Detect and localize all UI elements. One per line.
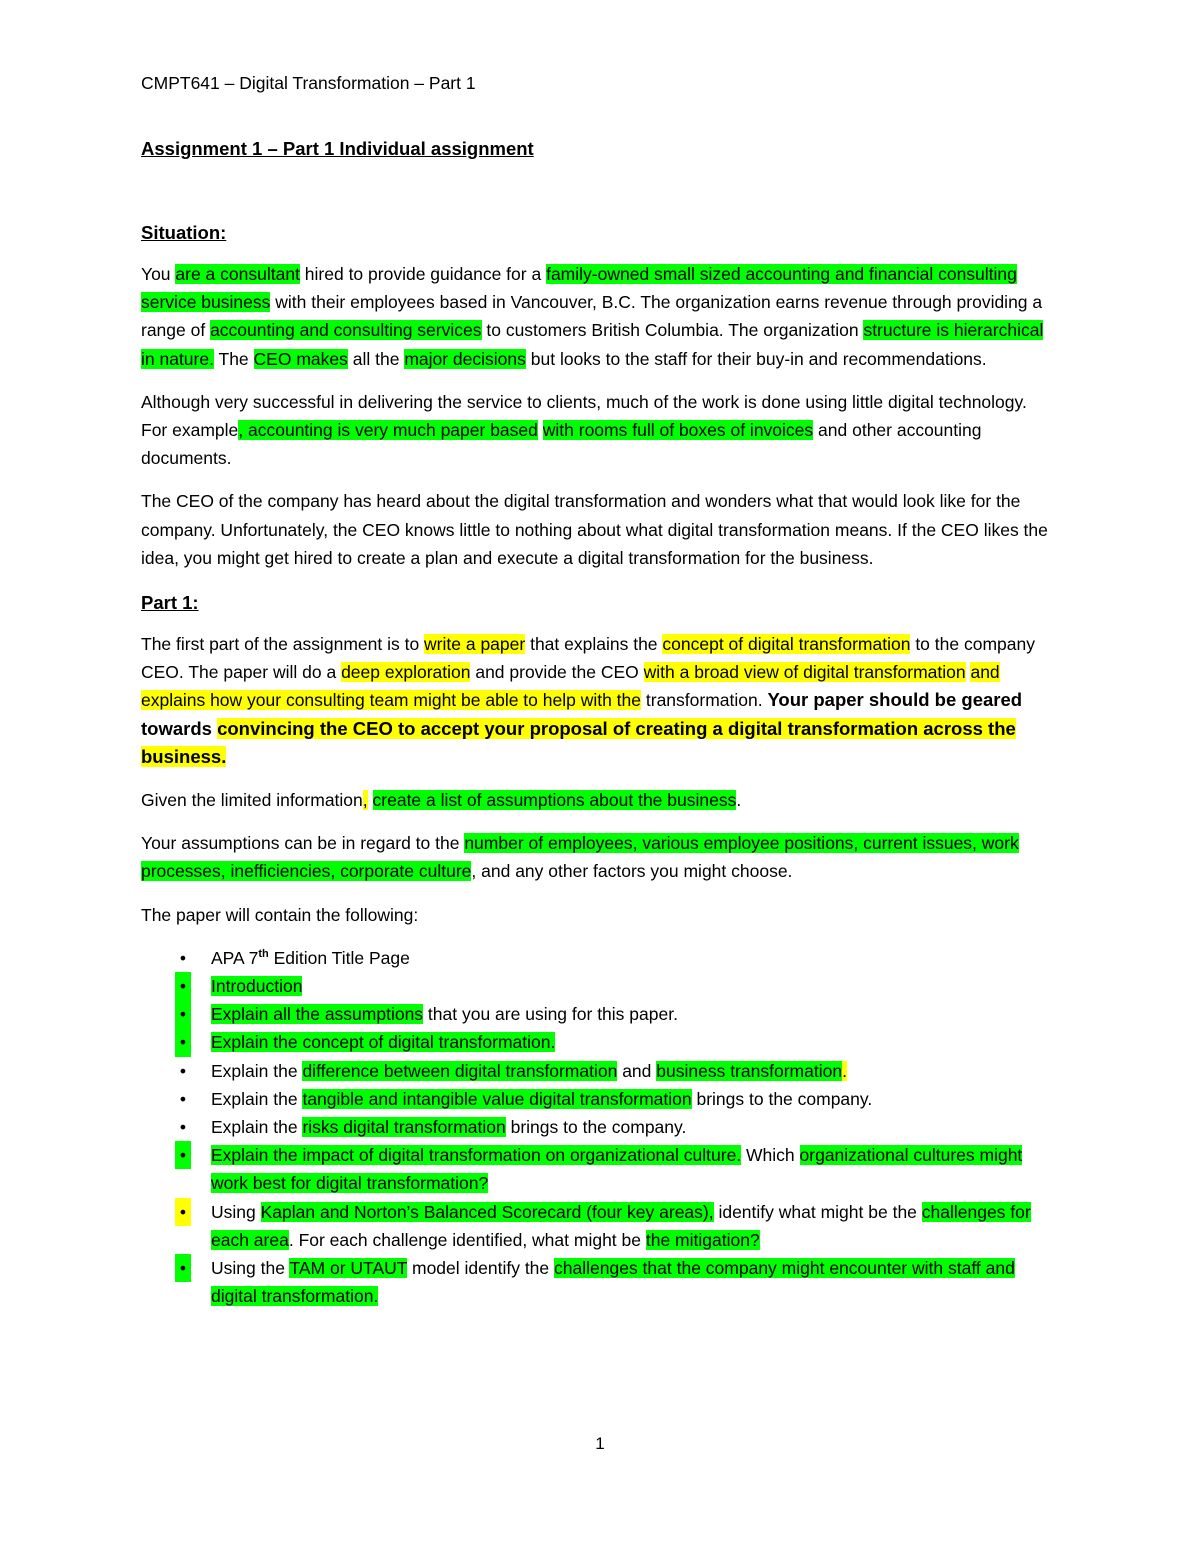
text-run: with their employees based in Vancouver, B.C. The organization earns revenue through providing a range of bbox=[141, 292, 1043, 341]
bullet-icon: • bbox=[179, 1088, 187, 1109]
situation-paragraph-3: The CEO of the company has heard about the digital transformation and wonders what that would look like for the company. Unfortunately, the CEO knows little to nothing about what digital transformation means. If the CEO likes the idea, you might get hired to create a plan and execute a digital transformation for the business. bbox=[141, 491, 1048, 568]
highlight-green: are a consultant bbox=[175, 264, 300, 284]
text-run: . For each challenge identified, what might be bbox=[288, 1229, 646, 1250]
highlight-green: tangible and intangible value digital transformation bbox=[302, 1088, 692, 1109]
text-run: that explains the bbox=[525, 634, 663, 655]
highlight-yellow: concept of digital transformation bbox=[662, 634, 911, 655]
bullet-icon: • bbox=[179, 1117, 187, 1138]
text-run: , and any other factors you might choose. bbox=[471, 861, 793, 882]
bold-text: Your paper should be geared towards bbox=[141, 689, 1023, 739]
part1-paragraph-2 bbox=[141, 786, 1050, 814]
part1-paragraph-3 bbox=[141, 829, 1050, 885]
text-run: . bbox=[736, 790, 742, 811]
highlight-green: with rooms full of boxes of invoices bbox=[542, 420, 814, 441]
list-item bbox=[141, 1254, 1050, 1310]
highlight-green: major decisions bbox=[404, 348, 526, 369]
text-run: all the bbox=[347, 348, 405, 369]
highlight-green: challenges that the company might encounter with staff and digital transformation. bbox=[211, 1258, 1015, 1307]
bullet-icon: • bbox=[175, 1000, 191, 1028]
highlight-yellow: deep exploration bbox=[341, 662, 471, 683]
text-run: brings to the company. bbox=[691, 1088, 873, 1109]
highlight-green: risks digital transformation bbox=[302, 1117, 506, 1138]
text-run: that you are using for this paper. bbox=[423, 1004, 678, 1025]
text-run bbox=[368, 790, 373, 810]
text-run: to the company CEO. The paper will do a bbox=[141, 634, 1035, 683]
text-run: model identify the bbox=[407, 1258, 555, 1279]
text-run: and other accounting documents. bbox=[141, 420, 982, 469]
highlight-yellow: write a paper bbox=[424, 634, 526, 655]
list-item bbox=[141, 1141, 1050, 1197]
highlight-yellow: and explains how your consulting team might be able to help with the bbox=[141, 662, 1000, 711]
text-run: The first part of the assignment is to bbox=[141, 634, 425, 655]
page-header: CMPT641 – Digital Transformation – Part 1 bbox=[141, 73, 476, 93]
highlight-green: TAM or UTAUT bbox=[289, 1258, 408, 1279]
situation-paragraph-1 bbox=[141, 260, 1050, 373]
highlight-green: Explain the bbox=[211, 1145, 303, 1166]
bullet-icon: • bbox=[175, 1254, 191, 1282]
list-item bbox=[141, 972, 1050, 1000]
text-run: Your assumptions can be in regard to the bbox=[141, 833, 465, 854]
bullet-icon: • bbox=[175, 972, 191, 1000]
text-run: The bbox=[213, 348, 254, 369]
text-run: Using the bbox=[211, 1258, 290, 1279]
text-run: Explain the bbox=[211, 1060, 303, 1081]
assignment-title: Assignment 1 – Part 1 Individual assignment bbox=[141, 138, 534, 159]
page-number: 1 bbox=[595, 1434, 605, 1453]
list-item bbox=[141, 1198, 1050, 1254]
text-run: transformation. bbox=[641, 690, 768, 711]
text-run: Edition Title Page bbox=[268, 947, 410, 968]
situation-paragraph-2 bbox=[141, 388, 1050, 473]
highlight-green: difference between digital transformation bbox=[302, 1060, 618, 1081]
text-run: Explain the bbox=[211, 1117, 303, 1138]
text-run: Although very successful in delivering the service to clients, much of the work is done using little digital technology. For example bbox=[141, 391, 1027, 441]
highlight-green: accounting and consulting services bbox=[210, 320, 482, 341]
list-item bbox=[141, 1113, 1050, 1141]
text-run: APA 7 bbox=[211, 947, 259, 968]
highlight-green: family-owned small sized accounting and financial consulting service business bbox=[141, 264, 1017, 313]
highlight-green: impact of digital transformation on organizational culture. bbox=[302, 1145, 742, 1166]
highlight-green: Kaplan and Norton’s Balanced Scorecard (four key areas), bbox=[260, 1201, 714, 1222]
text-run: to customers British Columbia. The organization bbox=[481, 320, 864, 341]
part1-paragraph-1 bbox=[141, 630, 1050, 771]
highlight-green: business transformation bbox=[656, 1060, 843, 1081]
text-run: brings to the company. bbox=[505, 1117, 687, 1138]
highlight-green: , accounting is very much paper based bbox=[238, 420, 538, 441]
highlight-green: Explain all the assumptions bbox=[211, 1004, 424, 1025]
text-run: You bbox=[141, 264, 176, 284]
highlight-yellow: . bbox=[842, 1060, 847, 1081]
bullet-icon: • bbox=[179, 1060, 187, 1081]
bullet-icon: • bbox=[175, 1028, 191, 1056]
text-run: but looks to the staff for their buy-in and recommendations. bbox=[525, 348, 987, 369]
highlight-green: Explain the bbox=[211, 1032, 303, 1053]
highlight-yellow: , bbox=[362, 790, 368, 811]
requirements-list bbox=[141, 944, 1050, 1311]
situation-heading: Situation: bbox=[141, 222, 227, 243]
list-item bbox=[141, 1085, 1050, 1113]
bullet-icon: • bbox=[179, 947, 187, 968]
superscript: th bbox=[258, 948, 269, 961]
part1-paragraph-4: The paper will contain the following: bbox=[141, 904, 419, 925]
list-item bbox=[141, 1000, 1050, 1028]
list-item bbox=[141, 944, 1050, 972]
text-run: Given the limited information bbox=[141, 790, 363, 811]
text-run: Using bbox=[211, 1201, 261, 1222]
highlight-green: organizational cultures might work best for digital transformation? bbox=[211, 1145, 1023, 1194]
highlight-green: CEO makes bbox=[253, 348, 348, 369]
highlight-green: the mitigation? bbox=[645, 1229, 760, 1250]
highlight-green: structure is hierarchical in nature. bbox=[141, 320, 1044, 369]
text-run: identify what might be the bbox=[713, 1201, 922, 1222]
highlight-yellow-bold: convincing the CEO to accept your proposal of creating a digital transformation across the business. bbox=[141, 717, 1016, 767]
bullet-icon: • bbox=[175, 1198, 191, 1226]
bullet-icon: • bbox=[175, 1141, 191, 1169]
part1-heading: Part 1: bbox=[141, 592, 199, 614]
text-run: and bbox=[617, 1060, 657, 1081]
highlight-green: create a list of assumptions about the business bbox=[372, 790, 737, 811]
text-run: Explain the bbox=[211, 1088, 303, 1109]
list-item bbox=[141, 1028, 1050, 1056]
highlight-green: concept of digital transformation. bbox=[302, 1032, 556, 1053]
highlight-yellow: with a broad view of digital transformation bbox=[643, 662, 966, 683]
text-run: Which bbox=[741, 1145, 800, 1166]
text-run: hired to provide guidance for a bbox=[299, 264, 547, 284]
highlight-green: number of employees, various employee positions, current issues, work processes, inefficiencies, corporate culture bbox=[141, 833, 1019, 882]
highlight-green: challenges for each area bbox=[211, 1201, 1031, 1250]
text-run: and provide the CEO bbox=[470, 662, 644, 683]
list-item bbox=[141, 1057, 1050, 1085]
highlight-green: Introduction bbox=[211, 976, 303, 997]
